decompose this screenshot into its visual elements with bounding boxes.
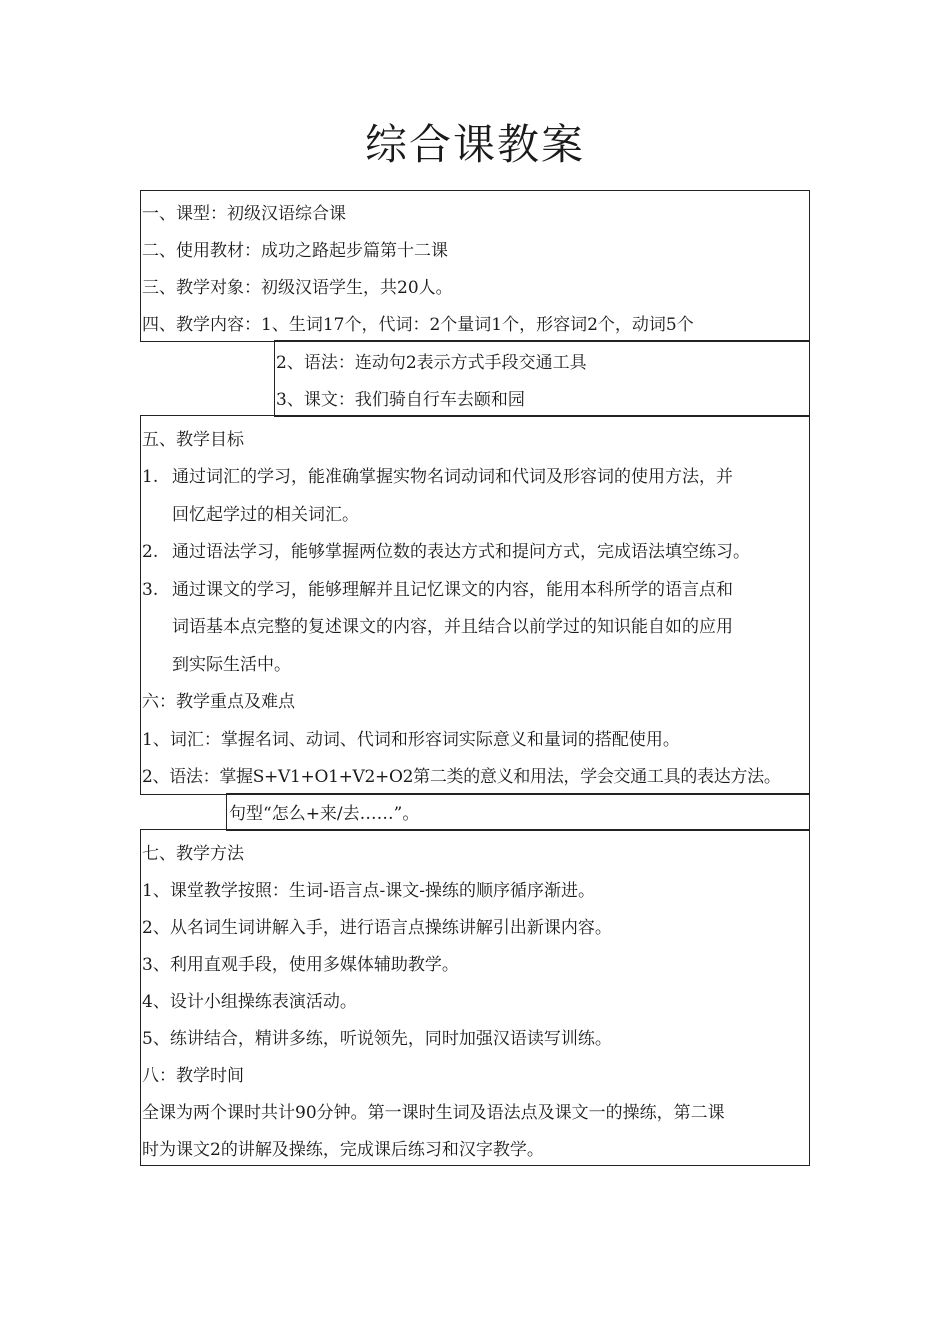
- goal-1: [142, 459, 733, 496]
- goal-1-text: 通过词汇的学习，能准确掌握实物名词动词和代词及形容词的使用方法，并: [172, 467, 733, 487]
- method-5: 5、练讲结合，精讲多练，听说领先，同时加强汉语读写训练。: [142, 1029, 612, 1049]
- goal-1-cont: 回忆起学过的相关词汇。: [172, 505, 359, 525]
- method-4: 4、设计小组操练表演活动。: [142, 992, 357, 1012]
- method-2: 2、从名词生词讲解入手，进行语言点操练讲解引出新课内容。: [142, 918, 612, 938]
- content-item-1: 四、教学内容：1、生词17个，代词：2个量词1个，形容词2个，动词5个: [142, 315, 694, 335]
- key-points-heading: 六：教学重点及难点: [142, 692, 295, 712]
- goal-3-cont-1: 词语基本点完整的复述课文的内容，并且结合以前学过的知识能自如的应用: [172, 617, 733, 637]
- time-heading: 八：教学时间: [142, 1066, 244, 1086]
- goal-3: [142, 572, 733, 609]
- methods-heading: 七、教学方法: [142, 844, 244, 864]
- textbook: 二、使用教材：成功之路起步篇第十二课: [142, 241, 448, 261]
- goal-3-cont-2: 到实际生活中。: [172, 655, 291, 675]
- time-text-1: 全课为两个课时共计90分钟。第一课时生词及语法点及课文一的操练，第二课: [142, 1103, 725, 1123]
- goal-3-text: 通过课文的学习，能够理解并且记忆课文的内容，能用本科所学的语言点和: [172, 580, 733, 600]
- key-point-1: 1、词汇：掌握名词、动词、代词和形容词实际意义和量词的搭配使用。: [142, 730, 680, 750]
- content-item-3: 3、课文：我们骑自行车去颐和园: [276, 390, 525, 410]
- goal-2-text: 通过语法学习，能够掌握两位数的表达方式和提问方式，完成语法填空练习。: [172, 542, 750, 562]
- goal-2: [142, 534, 750, 571]
- page-title: 综合课教案: [364, 120, 585, 169]
- key-point-2: 2、语法：掌握S+V1+O1+V2+O2第二类的意义和用法，学会交通工具的表达方法。: [142, 767, 781, 787]
- goal-1-number: 1.: [142, 467, 159, 487]
- goal-2-number: 2.: [142, 542, 159, 562]
- goals-heading: 五、教学目标: [142, 430, 244, 450]
- method-3: 3、利用直观手段，使用多媒体辅助教学。: [142, 955, 459, 975]
- course-type: 一、课型：初级汉语综合课: [142, 204, 346, 224]
- sentence-pattern: 句型“怎么+来/去……”。: [229, 804, 420, 824]
- time-text-2: 时为课文2的讲解及操练，完成课后练习和汉字教学。: [142, 1140, 544, 1160]
- content-item-2: 2、语法：连动句2表示方式手段交通工具: [276, 353, 587, 373]
- goal-3-number: 3.: [142, 580, 159, 600]
- method-1: 1、课堂教学按照：生词-语言点-课文-操练的顺序循序渐进。: [142, 881, 596, 901]
- audience: 三、教学对象：初级汉语学生，共20人。: [142, 278, 453, 298]
